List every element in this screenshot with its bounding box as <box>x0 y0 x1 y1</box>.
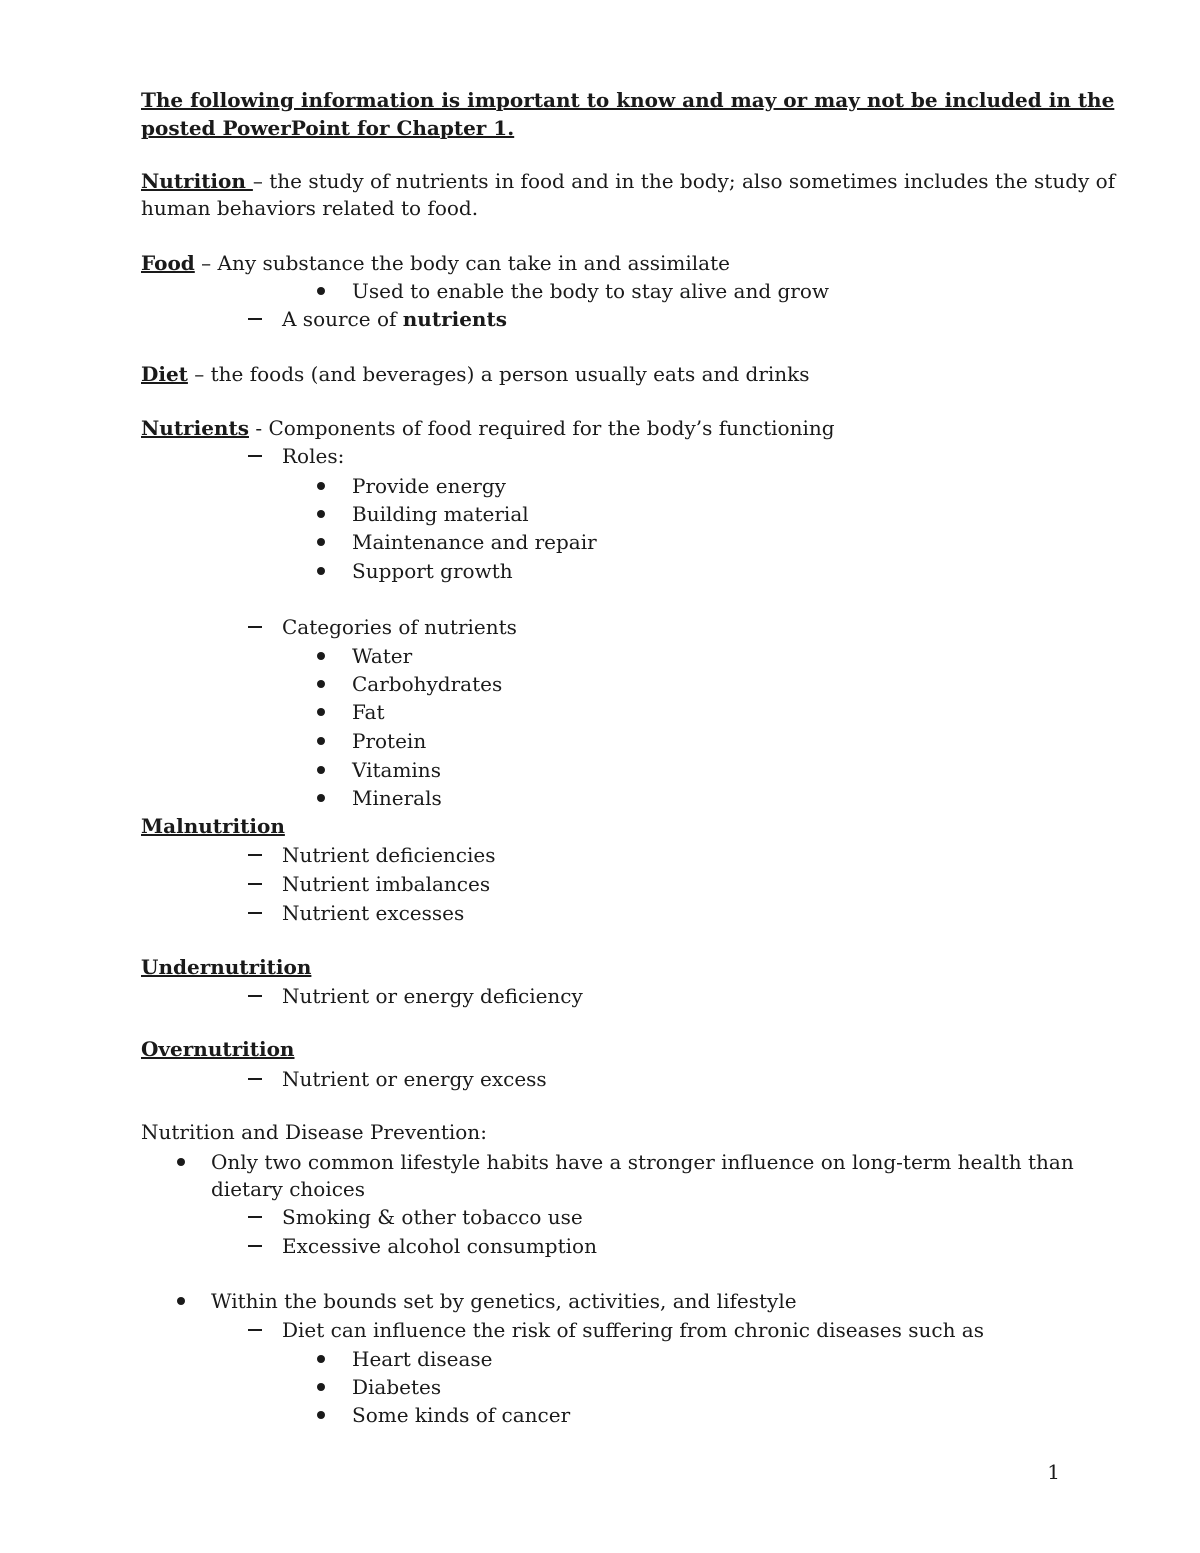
role-item: Maintenance and repair <box>352 530 597 554</box>
nutrients-definition <box>141 416 835 440</box>
disease-item: Heart disease <box>352 1347 493 1371</box>
bullet-icon <box>177 1158 185 1166</box>
roles-label: Roles: <box>282 444 345 468</box>
undernutrition-item: Nutrient or energy deficiency <box>282 984 583 1008</box>
category-item: Vitamins <box>352 758 441 782</box>
malnutrition-term: Malnutrition <box>141 814 285 838</box>
header-line-2: posted PowerPoint for Chapter 1. <box>141 116 515 140</box>
dash-icon <box>248 912 262 914</box>
category-item: Carbohydrates <box>352 672 503 696</box>
overnutrition-item: Nutrient or energy excess <box>282 1067 547 1091</box>
role-item: Provide energy <box>352 474 506 498</box>
dash-icon <box>248 995 262 997</box>
nutrition-def-1: – the study of nutrients in food and in the body; also sometimes includes the study of <box>252 169 1116 193</box>
diet-term: Diet <box>141 362 188 386</box>
bullet-icon <box>317 482 325 490</box>
dash-icon <box>248 854 262 856</box>
bullet-icon <box>317 766 325 774</box>
disease-heading: Nutrition and Disease Prevention: <box>141 1120 487 1144</box>
category-item: Protein <box>352 729 427 753</box>
category-item: Water <box>352 644 413 668</box>
dash-icon <box>248 1078 262 1080</box>
bullet-icon <box>317 737 325 745</box>
disease-point-2: Within the bounds set by genetics, activities, and lifestyle <box>211 1289 797 1313</box>
malnutrition-item: Nutrient imbalances <box>282 872 491 896</box>
diet-def: – the foods (and beverages) a person usually eats and drinks <box>187 362 810 386</box>
bullet-icon <box>317 567 325 575</box>
dash-icon <box>248 1216 262 1218</box>
overnutrition-term: Overnutrition <box>141 1037 295 1061</box>
page-number: 1 <box>1047 1460 1060 1484</box>
nutrition-term: Nutrition <box>141 169 253 193</box>
food-dash-prefix: A source of <box>282 307 403 331</box>
food-term: Food <box>141 251 195 275</box>
dash-icon <box>248 1329 262 1331</box>
disease-item: Diabetes <box>352 1375 442 1399</box>
header-line-1: The following information is important to know and may or may not be included in the <box>141 88 1115 112</box>
dash-icon <box>248 455 262 457</box>
bullet-icon <box>177 1297 185 1305</box>
bullet-icon <box>317 287 325 295</box>
dash-icon <box>248 883 262 885</box>
bullet-icon <box>317 510 325 518</box>
bullet-icon <box>317 1355 325 1363</box>
food-definition <box>141 251 730 275</box>
role-item: Building material <box>352 502 529 526</box>
malnutrition-item: Nutrient excesses <box>282 901 465 925</box>
bullet-icon <box>317 1383 325 1391</box>
diet-definition <box>141 362 810 386</box>
disease-point-1-line-2: dietary choices <box>211 1177 366 1201</box>
bullet-icon <box>317 708 325 716</box>
bullet-icon <box>317 652 325 660</box>
bullet-icon <box>317 680 325 688</box>
bullet-icon <box>317 1411 325 1419</box>
nutrition-def-2: human behaviors related to food. <box>141 196 479 220</box>
nutrition-definition <box>141 169 1115 193</box>
undernutrition-term: Undernutrition <box>141 955 312 979</box>
dash-icon <box>248 318 262 320</box>
nutrients-def: - Components of food required for the body’s functioning <box>248 416 835 440</box>
role-item: Support growth <box>352 559 513 583</box>
disease-point-1-line-1: Only two common lifestyle habits have a stronger influence on long-term health than <box>211 1150 1074 1174</box>
dash-icon <box>248 626 262 628</box>
disease-point-2-sub: Diet can influence the risk of suffering from chronic diseases such as <box>282 1318 984 1342</box>
category-item: Fat <box>352 700 385 724</box>
bullet-icon <box>317 794 325 802</box>
disease-point-1-sub: Smoking & other tobacco use <box>282 1205 583 1229</box>
malnutrition-item: Nutrient deficiencies <box>282 843 496 867</box>
food-def: – Any substance the body can take in and assimilate <box>194 251 730 275</box>
disease-item: Some kinds of cancer <box>352 1403 571 1427</box>
food-bullet: Used to enable the body to stay alive and grow <box>352 279 830 303</box>
categories-label: Categories of nutrients <box>282 615 517 639</box>
bullet-icon <box>317 538 325 546</box>
category-item: Minerals <box>352 786 442 810</box>
nutrients-term: Nutrients <box>141 416 249 440</box>
dash-icon <box>248 1245 262 1247</box>
food-dash-bold: nutrients <box>402 307 507 331</box>
food-dash <box>282 307 507 331</box>
disease-point-1-sub: Excessive alcohol consumption <box>282 1234 597 1258</box>
